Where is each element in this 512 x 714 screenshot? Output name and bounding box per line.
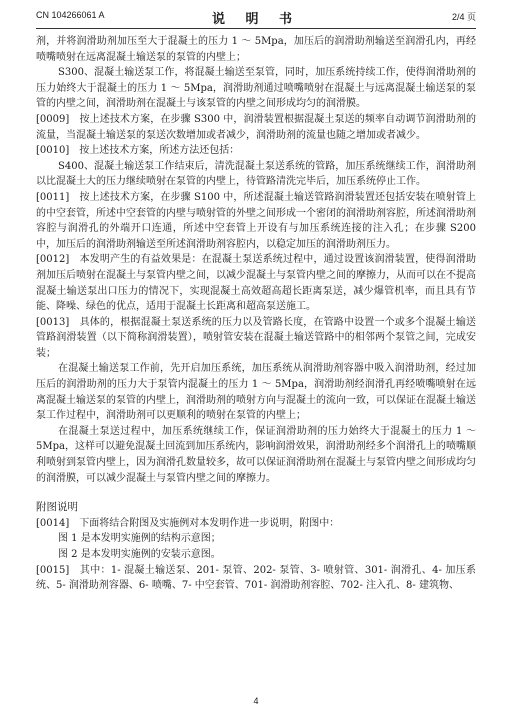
body-paragraph: 在混凝土输送泵工作前，先开启加压系统，加压系统从润滑助剂容器中吸入润滑助剂，经过加压后的润滑助剂的压力大于泵管内混凝土的压力 1 ～ 5Mpa，润滑助剂经润滑孔再经喷嘴喷射在远离混凝土输送泵的泵管的内壁上，润滑助剂的喷射方向与混凝土的流向一致，可以保证在混凝土输送泵工作过程中，润滑助剂可以更顺利的喷射在泵管的内壁上； xyxy=(36,363,476,422)
paragraph-0015: [0015] 其中：1- 混凝土输送泵、201- 泵管、202- 泵管、3- 喷射管、301- 润滑孔、4- 加压系统、5- 润滑助剂容器、6- 喷嘴、7- 中空套管、701- 润滑助剂容腔、702- 注入孔、8- 建筑物、 xyxy=(36,564,476,592)
header-divider xyxy=(36,28,476,29)
figure-2-caption: 图 2 是本发明实施例的安装示意图。 xyxy=(58,549,221,560)
body-paragraph: 剂，并将润滑助剂加压至大于混凝土的压力 1 ～ 5Mpa，加压后的润滑助剂输送至润滑孔内，再经喷嘴喷射在远离混凝土输送泵的泵管的内壁上； xyxy=(36,36,476,63)
body-paragraph: [0009] 按上述技术方案，在步骤 S300 中，润滑装置根据混凝土泵送的频率自动调节润滑助剂的流量，当混凝土输送泵的泵送次数增加或者减少，润滑助剂的流量也随之增加或者减少。 xyxy=(36,113,476,141)
document-title: 说 明 书 xyxy=(211,12,301,27)
body-paragraph: S300、混凝土输送泵工作，将混凝土输送至泵管，同时，加压系统持续工作，使得润滑助剂的压力始终大于混凝土的压力 1 ～ 5Mpa，润滑助剂通过喷嘴喷射在混凝土与远离混凝土输送泵的泵管的内壁之间，润滑助剂在混凝土与该泵管的内壁之间形成均匀的润滑膜。 xyxy=(36,67,476,110)
page-counter: 2/4 页 xyxy=(451,12,476,22)
document-body xyxy=(36,34,476,594)
page-number: 4 xyxy=(253,696,259,706)
paragraph-0014: [0014] 下面将结合附图及实施例对本发明作进一步说明，附图中： xyxy=(36,517,340,529)
figure-1-caption: 图 1 是本发明实施例的结构示意图； xyxy=(58,533,221,545)
paragraph-list xyxy=(36,34,476,486)
body-paragraph: [0013] 具体的，根据混凝土泵送系统的压力以及管路长度，在管路中设置一个或多个混凝土输送管路润滑装置（以下简称润滑装置），喷射管安装在混凝土输送管路中的相邻两个泵管之间，完成安装； xyxy=(36,316,476,359)
body-paragraph: [0011] 按上述技术方案，在步骤 S100 中，所述混凝土输送管路润滑装置还包括安装在喷射管上的中空套管，所述中空套管的内壁与喷射管的外壁之间形成一个密闭的润滑助剂容腔，所述润滑助剂容腔与润滑孔的外端开口连通，所述中空套管上开设有与加压系统连接的注入孔；在步骤 S200 中，加压后的润滑助剂输送至所述润滑助剂容腔内，以稳定加压的润滑助剂压力。 xyxy=(36,191,476,250)
body-paragraph: [0010] 按上述技术方案，所述方法还包括： xyxy=(36,145,240,157)
body-paragraph: [0012] 本发明产生的有益效果是：在混凝土泵送系统过程中，通过设置该润滑装置，使得润滑助剂加压后喷射在混凝土与泵管内壁之间，以减少混凝土与泵管内壁之间的摩擦力，从而可以在不提高混凝土输送泵出口压力的情况下，实现混凝土高效超高超长距离泵送，减少爆管机率，而且具有节能、降噪、绿色的优点，适用于混凝土长距离和超高泵送施工。 xyxy=(36,254,476,313)
body-paragraph: S400、混凝土输送泵工作结束后，清洗混凝土泵送系统的管路，加压系统继续工作，润滑助剂以比混凝土大的压力继续喷射在泵管的内壁上，待管路清洗完毕后，加压系统停止工作。 xyxy=(36,160,476,188)
body-paragraph: 在混凝土泵送过程中，加压系统继续工作，保证润滑助剂的压力始终大于混凝土的压力 1 ～ 5Mpa，这样可以避免混凝土回流到加压系统内，影响润滑效果，润滑助剂经多个润滑孔上的喷嘴顺利喷射到泵管内壁上，因为润滑孔数量较多，故可以保证润滑助剂在混凝土与泵管内壁之间形成均匀的润滑膜，可以减少混凝土与泵管内壁之间的摩擦力。 xyxy=(36,425,476,484)
patent-number: CN 104266061 A xyxy=(36,10,105,20)
page-header xyxy=(36,8,476,26)
section-title: 附图说明 xyxy=(36,501,78,514)
